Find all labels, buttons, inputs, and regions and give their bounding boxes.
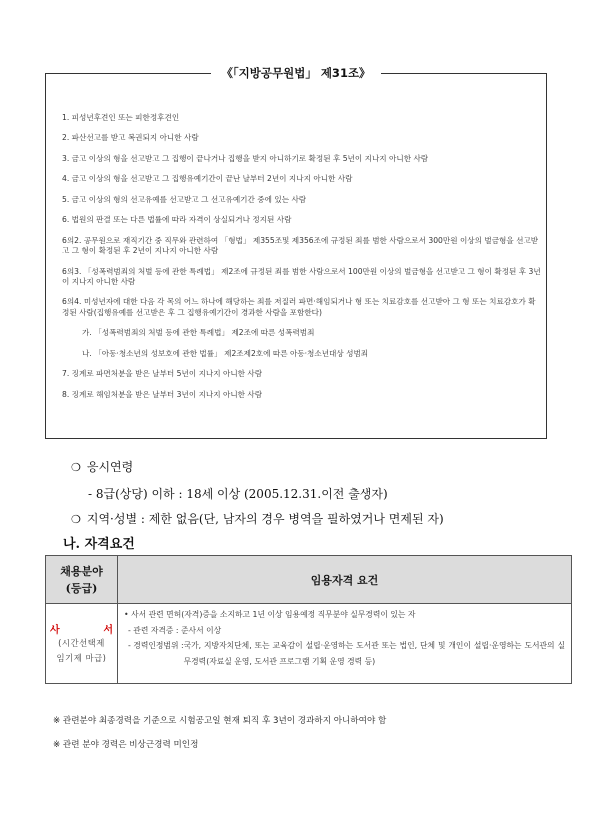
section-title: 나. 자격요건 — [63, 537, 135, 552]
law-item: 4. 금고 이상의 형을 선고받고 그 집행유예기간이 끝난 날부터 2년이 지나지 아니한 사람 — [62, 174, 353, 184]
law-item: 3. 금고 이상의 형을 선고받고 그 집행이 끝나거나 집행을 받지 아니하기로 확정된 후 5년이 지나지 아니한 사람 — [62, 153, 429, 163]
note-part-time: ※ 관련 분야 경력은 비상근경력 미인정 — [53, 740, 199, 750]
law-item: 6의4. 미성년자에 대한 다음 각 목의 어느 하나에 해당하는 죄를 저질러 파면·해임되거나 형 또는 치료감호를 선고받아 그 형 또는 치료감호가 확정된 사람(집행유예를 선고받은 후 그 집행유예기간이 경과한 사람을 포함한다) — [62, 297, 536, 317]
law-item: 1. 피성년후견인 또는 피한정후견인 — [62, 113, 180, 122]
qualification-table — [45, 555, 572, 684]
qual-career-label: - 경력인정범위 : — [128, 641, 184, 650]
region-gender-line — [71, 510, 444, 527]
field-grade-line1: (시간선택제 — [58, 638, 105, 648]
law-subitem: 나. 「아동·청소년의 성보호에 관한 법률」 제2조제2호에 따른 아동·청소년대상 성범죄 — [82, 348, 369, 358]
age-title: 응시연령 — [86, 460, 134, 474]
law-item: 8. 징계로 해임처분을 받은 날부터 3년이 지나지 아니한 사람 — [62, 389, 263, 399]
law-title-wrap — [45, 65, 547, 81]
header-field-line2: (등급) — [65, 581, 98, 595]
qual-cert: - 관련 자격증 : 준사서 이상 — [128, 625, 222, 635]
field-name-char: 사 — [50, 625, 60, 636]
region-gender-text: 지역·성별 : 제한 없음(단, 남자의 경우 병역을 필하였거나 면제된 자) — [86, 512, 444, 526]
header-field — [46, 556, 118, 604]
circle-bullet-icon: ❍ — [71, 461, 81, 474]
law-subitem: 가. 「성폭력범죄의 처벌 등에 관한 특례법」 제2조에 따른 성폭력범죄 — [82, 328, 315, 338]
law-item: 6. 법원의 판결 또는 다른 법률에 따라 자격이 상실되거나 정지된 사람 — [62, 215, 292, 225]
field-grade-line2: 임기제 마급) — [56, 653, 107, 663]
table-header-row — [46, 556, 572, 604]
law-item: 6의3. 「성폭력범죄의 처벌 등에 관한 특례법」 제2조에 규정된 죄를 범한 사람으로서 100만원 이상의 벌금형을 선고받고 그 형이 확정된 후 3년이 지나지 아니한 사람 — [62, 266, 541, 286]
circle-bullet-icon: ❍ — [71, 513, 81, 526]
law-item: 2. 파산선고를 받고 복권되지 아니한 사람 — [62, 133, 199, 143]
qualification-cell — [118, 604, 572, 684]
note-career-retirement: ※ 관련분야 최종경력을 기준으로 시험공고일 현재 퇴직 후 3년이 경과하지 아니하여야 함 — [53, 716, 387, 726]
law-items-list — [62, 113, 542, 410]
law-item: 6의2. 공무원으로 재직기간 중 직무와 관련하여 「형법」 제355조및 제356조에 규정된 죄를 범한 사람으로서 300만원 이상의 벌금형을 선고받고 그 형이 확정된 후 2년이 지나지 아니한 사람 — [62, 235, 539, 256]
field-cell — [46, 604, 118, 684]
field-name-char: 서 — [103, 625, 113, 636]
law-title: 《「지방공무원법」 제31조》 — [211, 65, 380, 81]
qual-main: • 사서 관련 면허(자격)증을 소지하고 1년 이상 임용예정 직무분야 실무경력이 있는 자 — [124, 610, 416, 619]
age-detail: - 8급(상당) 이하 : 18세 이상 (2005.12.31.이전 출생자) — [88, 487, 388, 501]
field-name — [46, 621, 117, 636]
age-heading — [71, 458, 133, 475]
table-row — [46, 604, 572, 684]
header-field-line1: 채용분야 — [60, 564, 103, 578]
law-item: 5. 금고 이상의 형의 선고유예를 선고받고 그 선고유예기간 중에 있는 사람 — [62, 194, 307, 204]
law-item: 7. 징계로 파면처분을 받은 날부터 5년이 지나지 아니한 사람 — [62, 369, 263, 379]
qual-career — [124, 638, 565, 669]
header-qualification: 임용자격 요건 — [118, 556, 572, 604]
qual-career-text: 국가, 지방자치단체, 또는 교육감이 설립·운영하는 도서관 또는 법인, 단체 및 개인이 설립·운영하는 도서관의 실무경력(자료실 운영, 도서관 프로그램 기획 운영 경력 등) — [183, 641, 565, 666]
